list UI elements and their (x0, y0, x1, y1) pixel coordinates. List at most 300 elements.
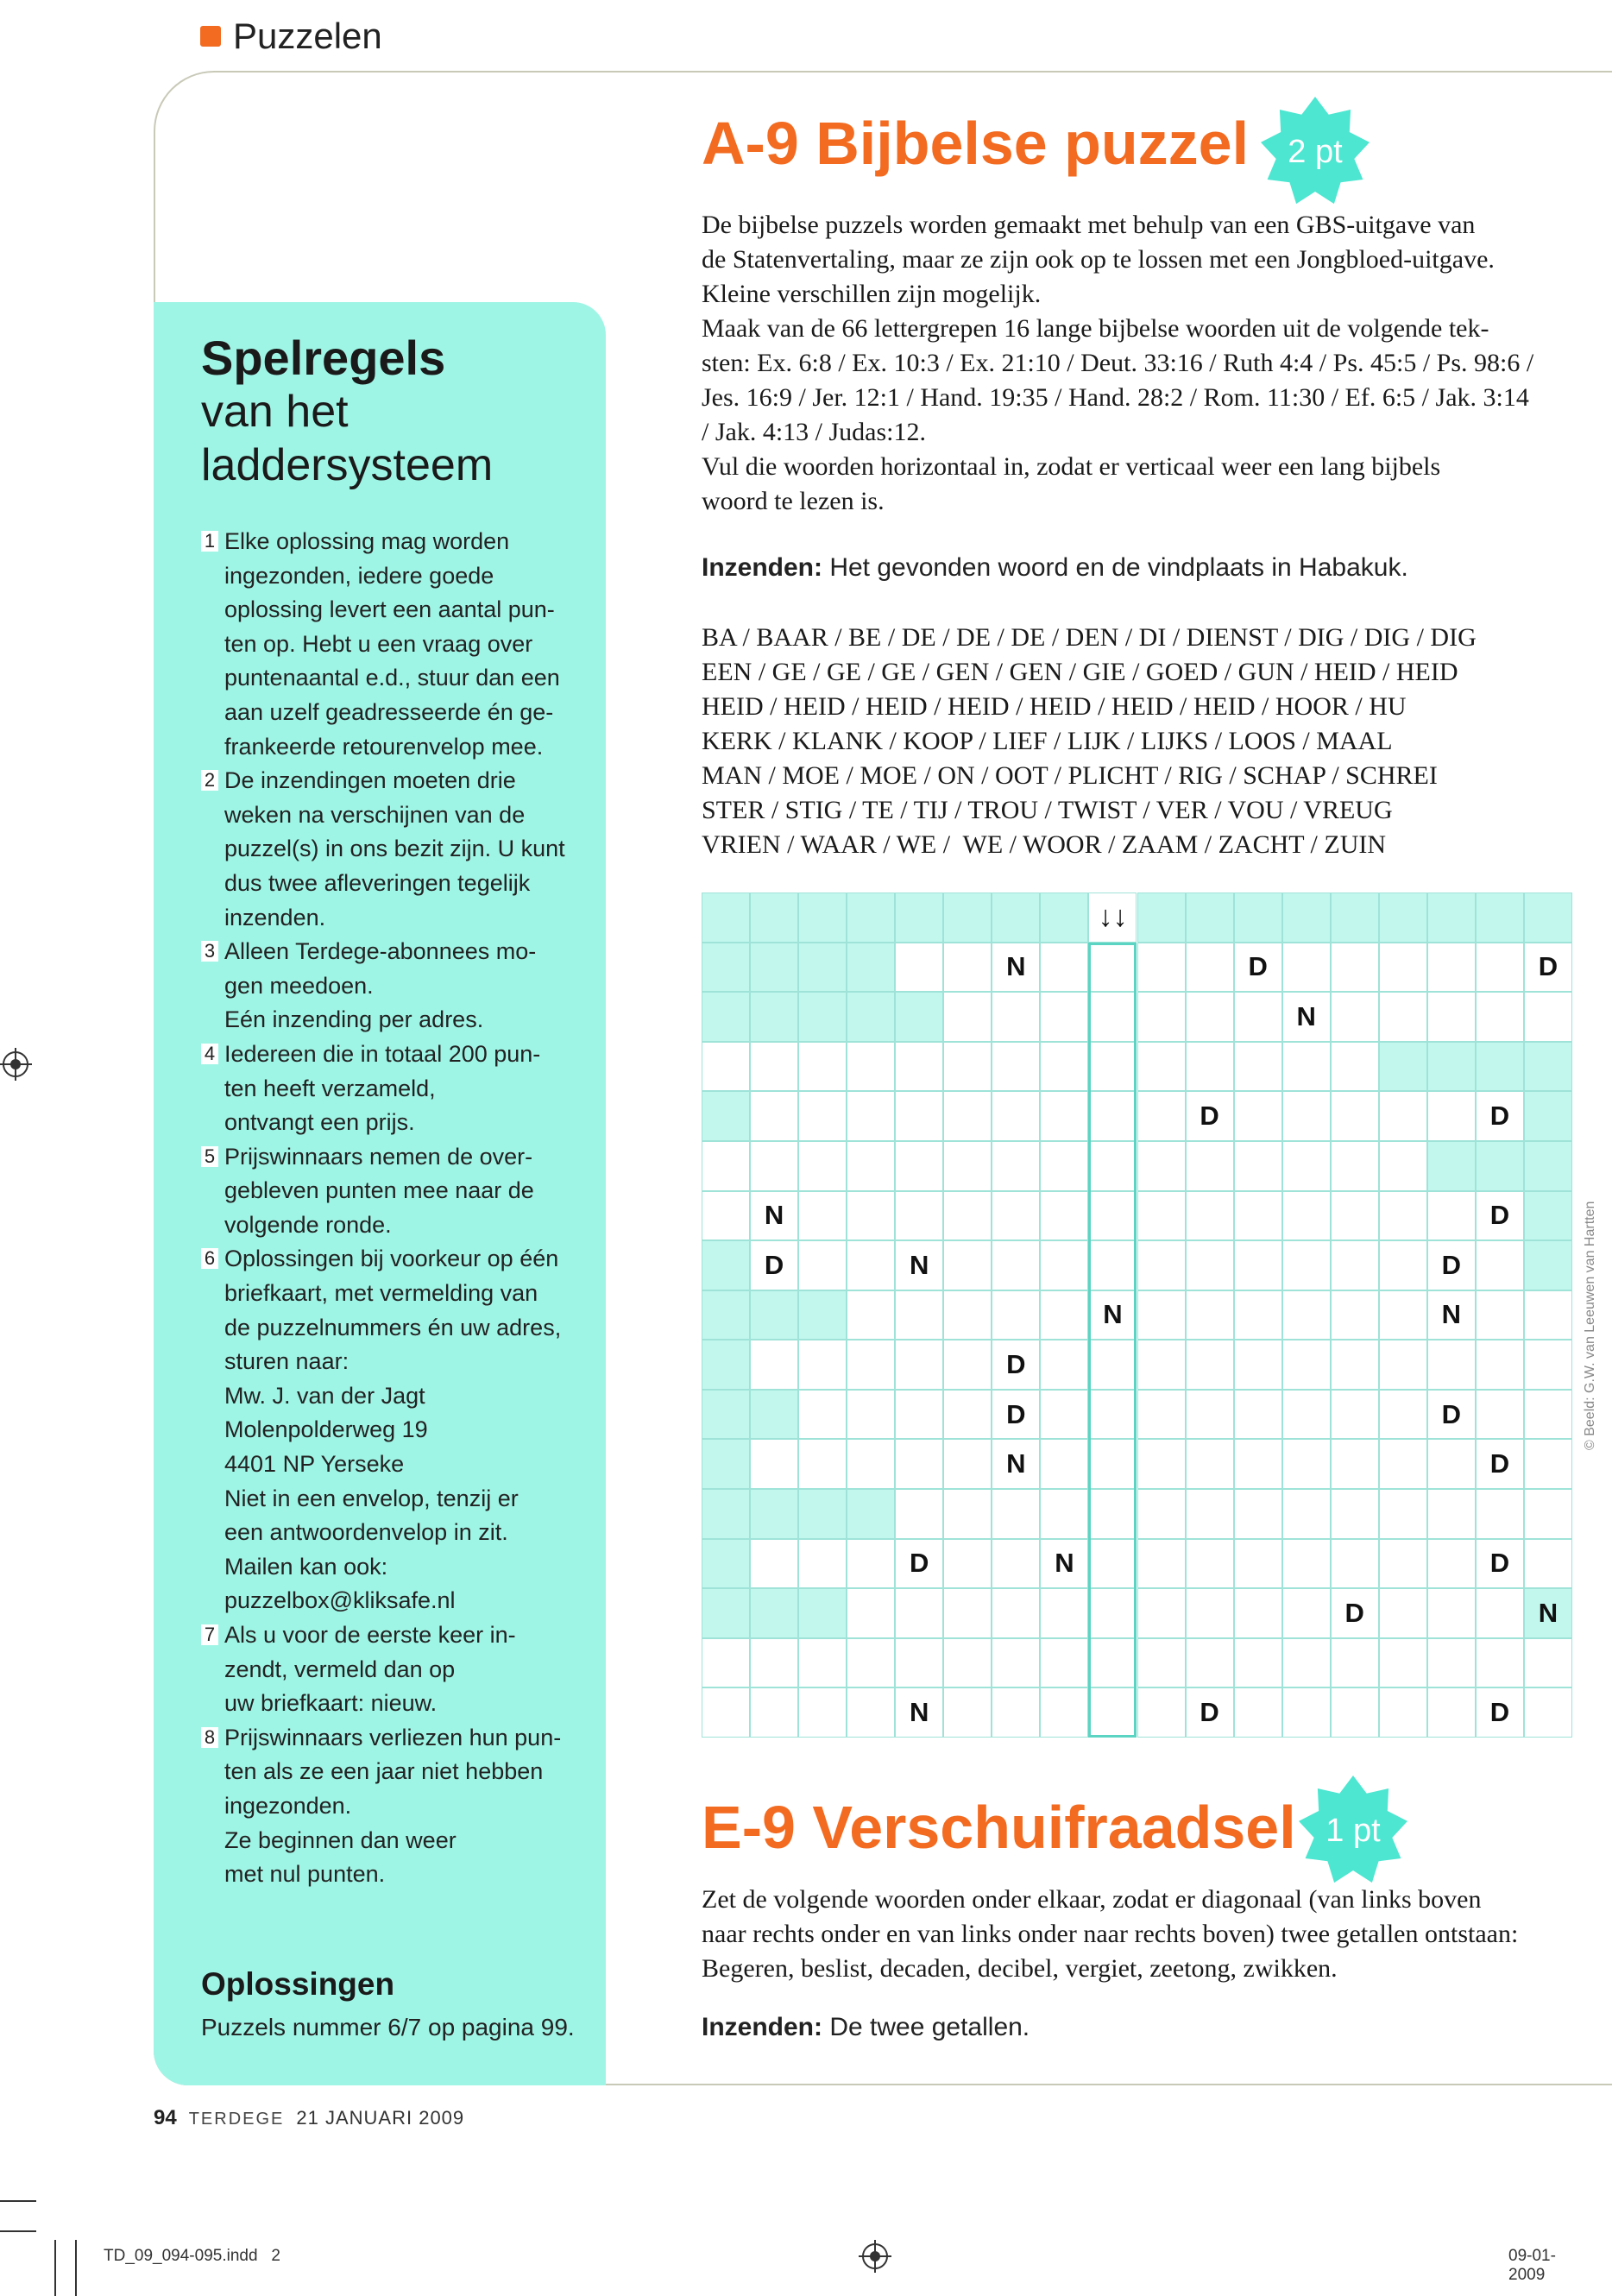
grid-cell[interactable] (1137, 1091, 1186, 1141)
grid-cell[interactable] (992, 1290, 1040, 1340)
grid-cell[interactable] (1524, 1539, 1572, 1589)
grid-cell[interactable] (1186, 1340, 1234, 1390)
grid-cell[interactable] (702, 1340, 750, 1390)
grid-cell[interactable] (943, 1042, 992, 1092)
grid-cell[interactable] (847, 992, 895, 1042)
grid-cell[interactable]: D (1524, 943, 1572, 993)
grid-cell[interactable] (1476, 1638, 1524, 1688)
grid-cell[interactable] (798, 1638, 847, 1688)
grid-cell[interactable] (847, 1340, 895, 1390)
grid-cell[interactable] (895, 893, 943, 943)
grid-cell[interactable] (702, 893, 750, 943)
grid-cell[interactable] (1282, 1489, 1331, 1539)
grid-cell[interactable] (1524, 1439, 1572, 1489)
grid-cell[interactable] (1427, 1042, 1476, 1092)
grid-cell[interactable] (1427, 893, 1476, 943)
grid-cell[interactable]: D (1427, 1390, 1476, 1440)
grid-cell[interactable] (1331, 1191, 1379, 1241)
grid-cell[interactable] (1476, 943, 1524, 993)
grid-cell[interactable] (1331, 992, 1379, 1042)
grid-cell[interactable] (1040, 992, 1088, 1042)
grid-cell[interactable] (702, 1042, 750, 1092)
grid-cell[interactable] (1379, 1042, 1427, 1092)
grid-cell[interactable] (1427, 1141, 1476, 1191)
grid-cell[interactable] (702, 1687, 750, 1738)
grid-cell[interactable] (943, 1390, 992, 1440)
grid-cell[interactable] (1524, 1191, 1572, 1241)
grid-cell[interactable] (943, 1439, 992, 1489)
grid-cell[interactable] (750, 1638, 798, 1688)
grid-cell[interactable] (1088, 1539, 1137, 1589)
grid-cell[interactable] (992, 1042, 1040, 1092)
grid-cell[interactable] (1137, 1240, 1186, 1290)
grid-cell[interactable] (798, 992, 847, 1042)
grid-cell[interactable] (943, 893, 992, 943)
grid-cell[interactable] (750, 1588, 798, 1638)
grid-cell[interactable] (1088, 1638, 1137, 1688)
grid-cell[interactable] (1331, 1687, 1379, 1738)
grid-cell[interactable] (1137, 943, 1186, 993)
grid-cell[interactable] (943, 1290, 992, 1340)
grid-cell[interactable] (847, 1191, 895, 1241)
grid-cell[interactable] (1524, 1638, 1572, 1688)
grid-cell[interactable] (1137, 893, 1186, 943)
grid-cell[interactable] (1040, 1489, 1088, 1539)
grid-cell[interactable] (1186, 1141, 1234, 1191)
grid-cell[interactable] (1427, 1191, 1476, 1241)
grid-cell[interactable] (847, 943, 895, 993)
grid-cell[interactable] (1040, 1588, 1088, 1638)
grid-cell[interactable] (750, 1290, 798, 1340)
grid-cell[interactable] (943, 1539, 992, 1589)
grid-cell[interactable] (1379, 1141, 1427, 1191)
grid-cell[interactable] (1040, 1191, 1088, 1241)
grid-cell[interactable] (750, 1489, 798, 1539)
grid-cell[interactable] (1137, 1539, 1186, 1589)
grid-cell[interactable] (1234, 1539, 1282, 1589)
grid-cell[interactable]: D (1476, 1091, 1524, 1141)
grid-cell[interactable] (702, 1638, 750, 1688)
grid-cell[interactable]: N (1282, 992, 1331, 1042)
grid-cell[interactable] (1137, 1439, 1186, 1489)
grid-cell[interactable] (1040, 1390, 1088, 1440)
grid-cell[interactable] (895, 1042, 943, 1092)
grid-cell[interactable] (1524, 1489, 1572, 1539)
grid-cell[interactable] (1524, 1240, 1572, 1290)
grid-cell[interactable] (895, 992, 943, 1042)
grid-cell[interactable] (992, 1638, 1040, 1688)
grid-cell[interactable] (1524, 1390, 1572, 1440)
grid-cell[interactable] (1379, 1240, 1427, 1290)
grid-cell[interactable] (1088, 1390, 1137, 1440)
grid-cell[interactable] (1427, 1091, 1476, 1141)
grid-cell[interactable] (1137, 1638, 1186, 1688)
grid-cell[interactable] (1234, 1390, 1282, 1440)
grid-cell[interactable] (1524, 1091, 1572, 1141)
grid-cell[interactable] (1524, 1340, 1572, 1390)
grid-cell[interactable] (1088, 992, 1137, 1042)
grid-cell[interactable] (847, 1390, 895, 1440)
grid-cell[interactable] (992, 1141, 1040, 1191)
grid-cell[interactable] (1234, 1439, 1282, 1489)
grid-cell[interactable] (1088, 1141, 1137, 1191)
grid-cell[interactable] (798, 1042, 847, 1092)
grid-cell[interactable] (1282, 1191, 1331, 1241)
grid-cell[interactable] (702, 1290, 750, 1340)
grid-cell[interactable] (798, 1141, 847, 1191)
grid-cell[interactable] (895, 1439, 943, 1489)
grid-cell[interactable] (702, 1141, 750, 1191)
grid-cell[interactable] (847, 1489, 895, 1539)
grid-cell[interactable] (1331, 1141, 1379, 1191)
grid-cell[interactable] (1040, 1091, 1088, 1141)
grid-cell[interactable] (1234, 1141, 1282, 1191)
grid-cell[interactable] (992, 1240, 1040, 1290)
grid-cell[interactable] (1040, 1042, 1088, 1092)
grid-cell[interactable] (1379, 1290, 1427, 1340)
grid-cell[interactable] (895, 1390, 943, 1440)
grid-cell[interactable] (1088, 1340, 1137, 1390)
grid-cell[interactable] (1234, 1191, 1282, 1241)
grid-cell[interactable]: D (1331, 1588, 1379, 1638)
grid-cell[interactable] (1282, 943, 1331, 993)
grid-cell[interactable] (1040, 943, 1088, 993)
grid-cell[interactable]: D (1476, 1439, 1524, 1489)
grid-cell[interactable]: D (1476, 1191, 1524, 1241)
grid-cell[interactable] (847, 1042, 895, 1092)
grid-cell[interactable] (1186, 1042, 1234, 1092)
grid-cell[interactable] (1137, 1340, 1186, 1390)
grid-cell[interactable] (702, 1191, 750, 1241)
grid-cell[interactable] (1137, 1290, 1186, 1340)
grid-cell[interactable] (1088, 1439, 1137, 1489)
grid-cell[interactable] (1137, 1042, 1186, 1092)
grid-cell[interactable] (798, 1340, 847, 1390)
grid-cell[interactable] (750, 893, 798, 943)
grid-cell[interactable] (1137, 1489, 1186, 1539)
grid-cell[interactable] (1331, 1539, 1379, 1589)
grid-cell[interactable] (1524, 893, 1572, 943)
grid-cell[interactable] (1282, 1439, 1331, 1489)
grid-cell[interactable] (1282, 1141, 1331, 1191)
grid-cell[interactable] (992, 1687, 1040, 1738)
grid-cell[interactable] (1282, 893, 1331, 943)
grid-cell[interactable] (1524, 1141, 1572, 1191)
grid-cell[interactable] (992, 1191, 1040, 1241)
grid-cell[interactable] (1427, 1340, 1476, 1390)
grid-cell[interactable] (1088, 1191, 1137, 1241)
grid-cell[interactable] (798, 1091, 847, 1141)
grid-cell[interactable] (1282, 1638, 1331, 1688)
grid-cell[interactable] (1088, 1042, 1137, 1092)
grid-cell[interactable] (1040, 893, 1088, 943)
grid-cell[interactable] (798, 1390, 847, 1440)
grid-cell[interactable] (943, 1687, 992, 1738)
grid-cell[interactable] (895, 1340, 943, 1390)
grid-cell[interactable] (702, 1390, 750, 1440)
grid-cell[interactable] (1088, 1240, 1137, 1290)
grid-cell[interactable] (798, 1687, 847, 1738)
grid-cell[interactable] (1234, 1340, 1282, 1390)
grid-cell[interactable] (750, 1091, 798, 1141)
grid-cell[interactable] (1186, 1191, 1234, 1241)
grid-cell[interactable] (847, 1638, 895, 1688)
grid-cell[interactable] (847, 1091, 895, 1141)
grid-cell[interactable] (1282, 1588, 1331, 1638)
grid-cell[interactable] (1186, 1638, 1234, 1688)
grid-cell[interactable] (1476, 1489, 1524, 1539)
grid-cell[interactable] (1234, 1240, 1282, 1290)
grid-cell[interactable] (1040, 1638, 1088, 1688)
grid-cell[interactable] (943, 1240, 992, 1290)
grid-cell[interactable] (943, 1638, 992, 1688)
grid-cell[interactable] (750, 1042, 798, 1092)
grid-cell[interactable] (1282, 1539, 1331, 1589)
grid-cell[interactable] (750, 1539, 798, 1589)
grid-cell[interactable] (750, 992, 798, 1042)
grid-cell[interactable] (1476, 992, 1524, 1042)
grid-cell[interactable] (1040, 1240, 1088, 1290)
grid-cell[interactable] (1427, 992, 1476, 1042)
grid-cell[interactable]: D (1186, 1091, 1234, 1141)
grid-cell[interactable]: N (895, 1687, 943, 1738)
grid-cell[interactable] (895, 1638, 943, 1688)
grid-cell[interactable]: D (1186, 1687, 1234, 1738)
grid-cell[interactable] (1427, 1489, 1476, 1539)
grid-cell[interactable] (798, 1489, 847, 1539)
grid-cell[interactable] (1524, 1042, 1572, 1092)
grid-cell[interactable] (1234, 1091, 1282, 1141)
grid-cell[interactable] (798, 943, 847, 993)
grid-cell[interactable] (702, 1439, 750, 1489)
grid-cell[interactable]: D (895, 1539, 943, 1589)
grid-cell[interactable]: D (1234, 943, 1282, 993)
grid-cell[interactable]: N (1524, 1588, 1572, 1638)
grid-cell[interactable] (1282, 1687, 1331, 1738)
grid-cell[interactable] (847, 1439, 895, 1489)
grid-cell[interactable] (992, 1489, 1040, 1539)
grid-cell[interactable] (1282, 1240, 1331, 1290)
grid-cell[interactable] (1331, 1638, 1379, 1688)
grid-cell[interactable] (1234, 1687, 1282, 1738)
grid-cell[interactable] (992, 992, 1040, 1042)
grid-cell[interactable] (1331, 1042, 1379, 1092)
grid-cell[interactable] (702, 1091, 750, 1141)
grid-cell[interactable] (1331, 1439, 1379, 1489)
grid-cell[interactable]: D (1476, 1687, 1524, 1738)
grid-cell[interactable] (1331, 943, 1379, 993)
grid-cell[interactable] (895, 1290, 943, 1340)
grid-cell[interactable] (1088, 943, 1137, 993)
grid-cell[interactable] (1379, 1191, 1427, 1241)
grid-cell[interactable] (1088, 1091, 1137, 1141)
grid-cell[interactable] (1379, 893, 1427, 943)
grid-cell[interactable] (1040, 1439, 1088, 1489)
grid-cell[interactable]: D (1476, 1539, 1524, 1589)
grid-cell[interactable] (702, 992, 750, 1042)
grid-cell[interactable] (943, 943, 992, 993)
grid-cell[interactable] (750, 1390, 798, 1440)
grid-cell[interactable] (750, 1141, 798, 1191)
grid-cell[interactable] (895, 1489, 943, 1539)
grid-cell[interactable] (1427, 1539, 1476, 1589)
grid-cell[interactable] (847, 1240, 895, 1290)
grid-cell[interactable] (1234, 1638, 1282, 1688)
grid-cell[interactable] (895, 1141, 943, 1191)
grid-cell[interactable] (1234, 992, 1282, 1042)
grid-cell[interactable] (1282, 1340, 1331, 1390)
grid-cell[interactable]: N (895, 1240, 943, 1290)
grid-cell[interactable] (895, 1588, 943, 1638)
grid-cell[interactable] (1282, 1042, 1331, 1092)
grid-cell[interactable] (1234, 1588, 1282, 1638)
grid-cell[interactable] (1186, 1390, 1234, 1440)
grid-cell[interactable] (702, 1240, 750, 1290)
grid-cell[interactable] (1427, 943, 1476, 993)
grid-cell[interactable] (943, 1340, 992, 1390)
grid-cell[interactable] (1186, 1539, 1234, 1589)
grid-cell[interactable] (798, 893, 847, 943)
grid-cell[interactable] (1186, 1290, 1234, 1340)
grid-cell[interactable] (1379, 992, 1427, 1042)
grid-cell[interactable] (1137, 992, 1186, 1042)
grid-cell[interactable]: D (992, 1390, 1040, 1440)
grid-cell[interactable] (895, 1191, 943, 1241)
grid-cell[interactable] (1137, 1390, 1186, 1440)
grid-cell[interactable] (1331, 1290, 1379, 1340)
grid-cell[interactable] (702, 943, 750, 993)
grid-cell[interactable] (1331, 1489, 1379, 1539)
grid-cell[interactable] (1379, 1390, 1427, 1440)
grid-cell[interactable] (1427, 1638, 1476, 1688)
grid-cell[interactable] (798, 1290, 847, 1340)
grid-cell[interactable] (847, 1539, 895, 1589)
grid-cell[interactable] (1379, 1588, 1427, 1638)
grid-cell[interactable] (1331, 1390, 1379, 1440)
grid-cell[interactable] (1186, 943, 1234, 993)
grid-cell[interactable] (895, 943, 943, 993)
grid-cell[interactable] (1040, 1340, 1088, 1390)
grid-cell[interactable] (1234, 1290, 1282, 1340)
grid-cell[interactable] (1476, 1141, 1524, 1191)
grid-cell[interactable] (895, 1091, 943, 1141)
grid-cell[interactable] (992, 1539, 1040, 1589)
grid-cell[interactable] (1427, 1439, 1476, 1489)
grid-cell[interactable] (1476, 1240, 1524, 1290)
grid-cell[interactable] (943, 1588, 992, 1638)
grid-cell[interactable] (1186, 1588, 1234, 1638)
grid-cell[interactable] (1137, 1588, 1186, 1638)
grid-cell[interactable]: N (1040, 1539, 1088, 1589)
grid-cell[interactable] (1476, 1588, 1524, 1638)
grid-cell[interactable] (943, 1191, 992, 1241)
grid-cell[interactable] (1379, 1439, 1427, 1489)
grid-cell[interactable] (1331, 1091, 1379, 1141)
grid-cell[interactable] (1234, 1042, 1282, 1092)
grid-cell[interactable] (992, 1588, 1040, 1638)
grid-cell[interactable] (1186, 893, 1234, 943)
grid-cell[interactable]: N (992, 943, 1040, 993)
grid-cell[interactable]: N (750, 1191, 798, 1241)
grid-cell[interactable] (992, 893, 1040, 943)
grid-cell[interactable]: D (1427, 1240, 1476, 1290)
grid-cell[interactable] (1186, 1489, 1234, 1539)
grid-cell[interactable] (702, 1588, 750, 1638)
grid-cell[interactable] (702, 1489, 750, 1539)
grid-cell[interactable] (798, 1588, 847, 1638)
grid-cell[interactable] (1379, 1687, 1427, 1738)
grid-cell[interactable] (750, 1340, 798, 1390)
grid-cell[interactable] (1331, 1240, 1379, 1290)
grid-cell[interactable] (1476, 1390, 1524, 1440)
grid-cell[interactable] (1524, 1687, 1572, 1738)
grid-cell[interactable] (1524, 1290, 1572, 1340)
grid-cell[interactable] (1476, 1042, 1524, 1092)
grid-cell[interactable] (847, 1290, 895, 1340)
grid-cell[interactable] (1379, 1340, 1427, 1390)
grid-cell[interactable] (1088, 1489, 1137, 1539)
grid-cell[interactable] (1379, 1539, 1427, 1589)
grid-cell[interactable] (1476, 1290, 1524, 1340)
grid-cell[interactable] (1331, 1340, 1379, 1390)
grid-cell[interactable] (1186, 992, 1234, 1042)
grid-cell[interactable] (1476, 1340, 1524, 1390)
grid-cell[interactable] (847, 1588, 895, 1638)
grid-cell[interactable] (1234, 1489, 1282, 1539)
grid-cell[interactable] (943, 1091, 992, 1141)
grid-cell[interactable] (750, 1439, 798, 1489)
grid-cell[interactable] (702, 1539, 750, 1589)
grid-cell[interactable] (847, 893, 895, 943)
grid-cell[interactable] (750, 1687, 798, 1738)
grid-cell[interactable] (1040, 1141, 1088, 1191)
grid-cell[interactable] (1282, 1091, 1331, 1141)
grid-cell[interactable]: N (992, 1439, 1040, 1489)
grid-cell[interactable] (798, 1439, 847, 1489)
grid-cell[interactable] (1137, 1141, 1186, 1191)
grid-cell[interactable] (1331, 893, 1379, 943)
grid-cell[interactable] (1379, 1638, 1427, 1688)
grid-cell[interactable] (1137, 1687, 1186, 1738)
grid-cell[interactable] (847, 1141, 895, 1191)
grid-cell[interactable] (1379, 1489, 1427, 1539)
grid-cell[interactable] (943, 992, 992, 1042)
grid-cell[interactable] (1040, 1290, 1088, 1340)
grid-cell[interactable] (750, 943, 798, 993)
grid-cell[interactable]: N (1088, 1290, 1137, 1340)
grid-cell[interactable] (1476, 893, 1524, 943)
grid-cell[interactable] (1282, 1390, 1331, 1440)
grid-cell[interactable]: N (1427, 1290, 1476, 1340)
grid-cell[interactable] (1088, 1588, 1137, 1638)
grid-cell[interactable] (847, 1687, 895, 1738)
grid-cell[interactable] (1186, 1439, 1234, 1489)
grid-cell[interactable] (1234, 893, 1282, 943)
grid-cell[interactable] (798, 1191, 847, 1241)
grid-cell[interactable] (1186, 1240, 1234, 1290)
grid-cell[interactable] (992, 1091, 1040, 1141)
grid-cell[interactable]: D (750, 1240, 798, 1290)
grid-cell[interactable] (943, 1141, 992, 1191)
grid-cell[interactable] (943, 1489, 992, 1539)
grid-cell[interactable] (1040, 1687, 1088, 1738)
grid-cell[interactable] (1088, 1687, 1137, 1738)
grid-cell[interactable] (1379, 943, 1427, 993)
grid-cell[interactable] (1427, 1687, 1476, 1738)
grid-cell[interactable] (1427, 1588, 1476, 1638)
grid-cell[interactable] (798, 1539, 847, 1589)
grid-cell[interactable] (798, 1240, 847, 1290)
